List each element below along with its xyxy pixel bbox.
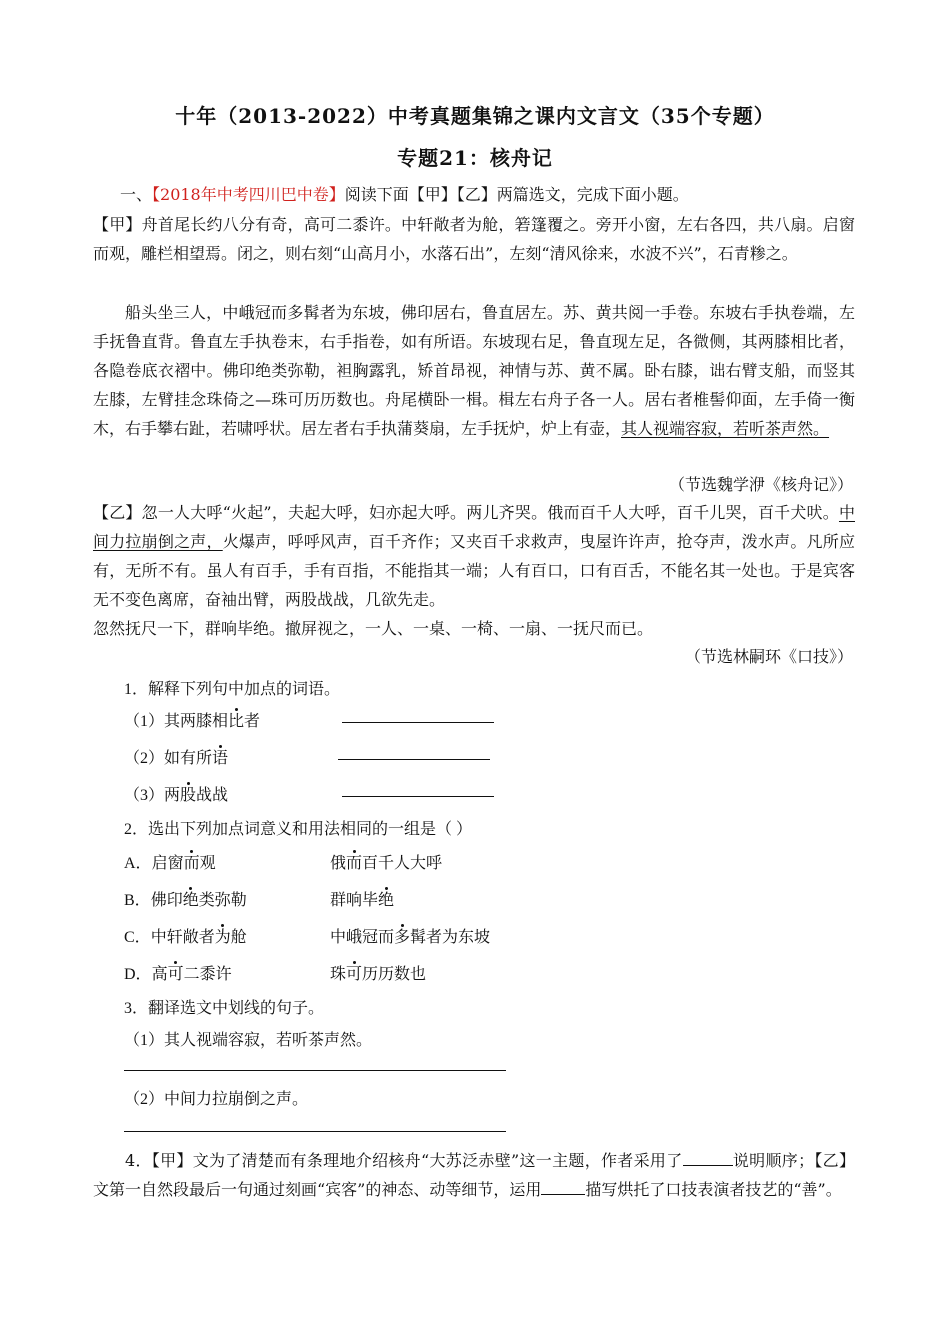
- question-2-option-a[interactable]: [124, 850, 216, 873]
- question-3-item-2: （2）中间力拉崩倒之声。: [124, 1091, 309, 1108]
- option-text: 中轩敞者: [150, 929, 215, 946]
- question-2-option-b-compare: [330, 887, 394, 910]
- document-subtitle: 专题21：核舟记: [397, 146, 553, 170]
- passage-yi-p1: [93, 498, 855, 614]
- option-text: 髯者为东坡: [410, 929, 491, 946]
- underlined-sentence-1: 其人视端容寂，若听茶声然。: [621, 419, 830, 438]
- dotted-word: 为: [214, 929, 231, 946]
- dotted-word: 而: [183, 855, 200, 872]
- dotted-word: 股: [180, 787, 197, 804]
- answer-blank-4-1[interactable]: [683, 1151, 733, 1166]
- item-text: 两: [164, 787, 181, 804]
- question-2-option-b[interactable]: [124, 887, 247, 910]
- question-2-option-d-compare: [330, 961, 426, 984]
- item-number: （2）: [124, 750, 165, 767]
- section-instruction: 阅读下面【甲】【乙】两篇选文，完成下面小题。: [344, 185, 689, 204]
- item-number: （1）: [124, 713, 165, 730]
- question-1-item-2: [124, 745, 228, 768]
- option-label: A．: [124, 855, 152, 872]
- option-text: 舱: [230, 929, 247, 946]
- option-label: C．: [124, 929, 151, 946]
- question-1-item-1: [124, 708, 260, 731]
- passage-yi-p1-start: 【乙】忽一人大呼“火起”，夫起大呼，妇亦起大呼。两儿齐哭。俄而百千人大呼，百千儿哭，百千犬吠。: [93, 503, 839, 522]
- answer-blank-1-2[interactable]: [338, 759, 490, 760]
- item-number: （3）: [124, 787, 165, 804]
- passage-jia-p2: [93, 298, 855, 443]
- dotted-word: 绝: [378, 892, 395, 909]
- underlined-sentence-2: 中间力拉崩倒之声，: [93, 503, 855, 551]
- item-text: 如有所: [164, 750, 213, 767]
- question-2-option-a-compare: [330, 850, 442, 873]
- question-3-item-1: （1）其人视端容寂，若听茶声然。: [124, 1032, 373, 1049]
- passage-yi-p1-end: 火爆声，呼呼风声，百千齐作；又夹百千求救声，曳屋许许声，抢夺声，泼水声。凡所应有，无所不有。虽人有百手，手有百指，不能指其一端；人有百口，口有百舌，不能名其一处也。于是宾客无不变色离席，奋袖出臂，两股战战，几欲先走。: [93, 532, 855, 609]
- question-2-option-c[interactable]: [124, 924, 247, 947]
- dotted-word: 比: [228, 713, 245, 730]
- item-text: 其两膝相: [164, 713, 229, 730]
- document-title: 十年（2013-2022）中考真题集锦之课内文言文（35个专题）: [175, 104, 775, 128]
- option-text: 佛印: [150, 892, 183, 909]
- question-4: [93, 1146, 855, 1204]
- section-intro: [120, 182, 689, 205]
- answer-line-3-1[interactable]: [124, 1070, 506, 1071]
- option-text: 珠: [330, 966, 347, 983]
- option-text: 启窗: [151, 855, 184, 872]
- option-text: 高: [151, 966, 168, 983]
- question-1-item-3: [124, 782, 228, 805]
- option-text: 历历数也: [362, 966, 427, 983]
- answer-blank-1-1[interactable]: [342, 722, 494, 723]
- option-text: 俄: [330, 855, 347, 872]
- passage-jia-source: （节选魏学洢《核舟记》）: [668, 475, 853, 494]
- option-text: 中峨冠而: [330, 929, 395, 946]
- option-text: 类弥勒: [198, 892, 247, 909]
- option-text: 观: [199, 855, 216, 872]
- exam-source-tag: 【2018年中考四川巴中卷】: [152, 185, 345, 204]
- question-2-option-d[interactable]: [124, 961, 232, 984]
- question-3-stem: 3．翻译选文中划线的句子。: [124, 1000, 325, 1017]
- answer-blank-4-2[interactable]: [541, 1180, 585, 1195]
- answer-line-3-2[interactable]: [124, 1131, 506, 1132]
- question-2-option-c-compare: [330, 924, 490, 947]
- passage-yi-source: （节选林嗣环《口技》）: [684, 647, 853, 666]
- option-text: 群响毕: [330, 892, 379, 909]
- question-4-text-3: 描写烘托了口技表演者技艺的“善”。: [585, 1180, 842, 1199]
- option-text: 二黍许: [183, 966, 232, 983]
- question-4-text-2: 说明顺序；【乙】文第一自然段最后一句通过刻画“宾客”的神态、动等细节，运用: [93, 1151, 855, 1199]
- item-text: 者: [244, 713, 261, 730]
- option-text: 百千人大呼: [362, 855, 443, 872]
- question-2-stem: 2．选出下列加点词意义和用法相同的一组是（ ）: [124, 821, 473, 838]
- dotted-word: 可: [346, 966, 363, 983]
- dotted-word: 绝: [182, 892, 199, 909]
- option-label: D．: [124, 966, 152, 983]
- section-number: 一、: [120, 185, 153, 204]
- question-1-stem: 1．解释下列句中加点的词语。: [124, 681, 341, 698]
- dotted-word: 而: [346, 855, 363, 872]
- passage-jia-p2-text: 船头坐三人，中峨冠而多髯者为东坡，佛印居右，鲁直居左。苏、黄共阅一手卷。东坡右手执卷端，左手抚鲁直背。鲁直左手执卷末，右手指卷，如有所语。东坡现右足，鲁直现左足，各微侧，其两膝相比者，各隐卷底衣褶中。佛印绝类弥勒，袒胸露乳，矫首昂视，神情与苏、黄不属。卧右膝，诎右臂支船，而竖其左膝，左臂挂念珠倚之—珠可历历数也。舟尾横卧一楫。楫左右舟子各一人。居右者椎髻仰面，左手倚一衡木，右手攀右趾，若啸呼状。居左者右手执蒲葵扇，左手抚炉，炉上有壶，: [93, 303, 855, 438]
- dotted-word: 可: [167, 966, 184, 983]
- item-text: 战战: [196, 787, 229, 804]
- question-4-text-1: 4．【甲】文为了清楚而有条理地介绍核舟“大苏泛赤壁”这一主题，作者采用了: [125, 1151, 683, 1170]
- dotted-word: 语: [212, 750, 229, 767]
- answer-blank-1-3[interactable]: [342, 796, 494, 797]
- option-label: B．: [124, 892, 151, 909]
- passage-yi-p2: 忽然抚尺一下，群响毕绝。撤屏视之，一人、一桌、一椅、一扇、一抚尺而已。: [93, 619, 654, 638]
- dotted-word: 多: [394, 929, 411, 946]
- passage-jia-p1: 【甲】舟首尾长约八分有奇，高可二黍许。中轩敞者为舱，箬篷覆之。旁开小窗，左右各四，共八扇。启窗而观，雕栏相望焉。闭之，则右刻“山高月小，水落石出”，左刻“清风徐来，水波不兴”，石青糁之。: [93, 215, 855, 263]
